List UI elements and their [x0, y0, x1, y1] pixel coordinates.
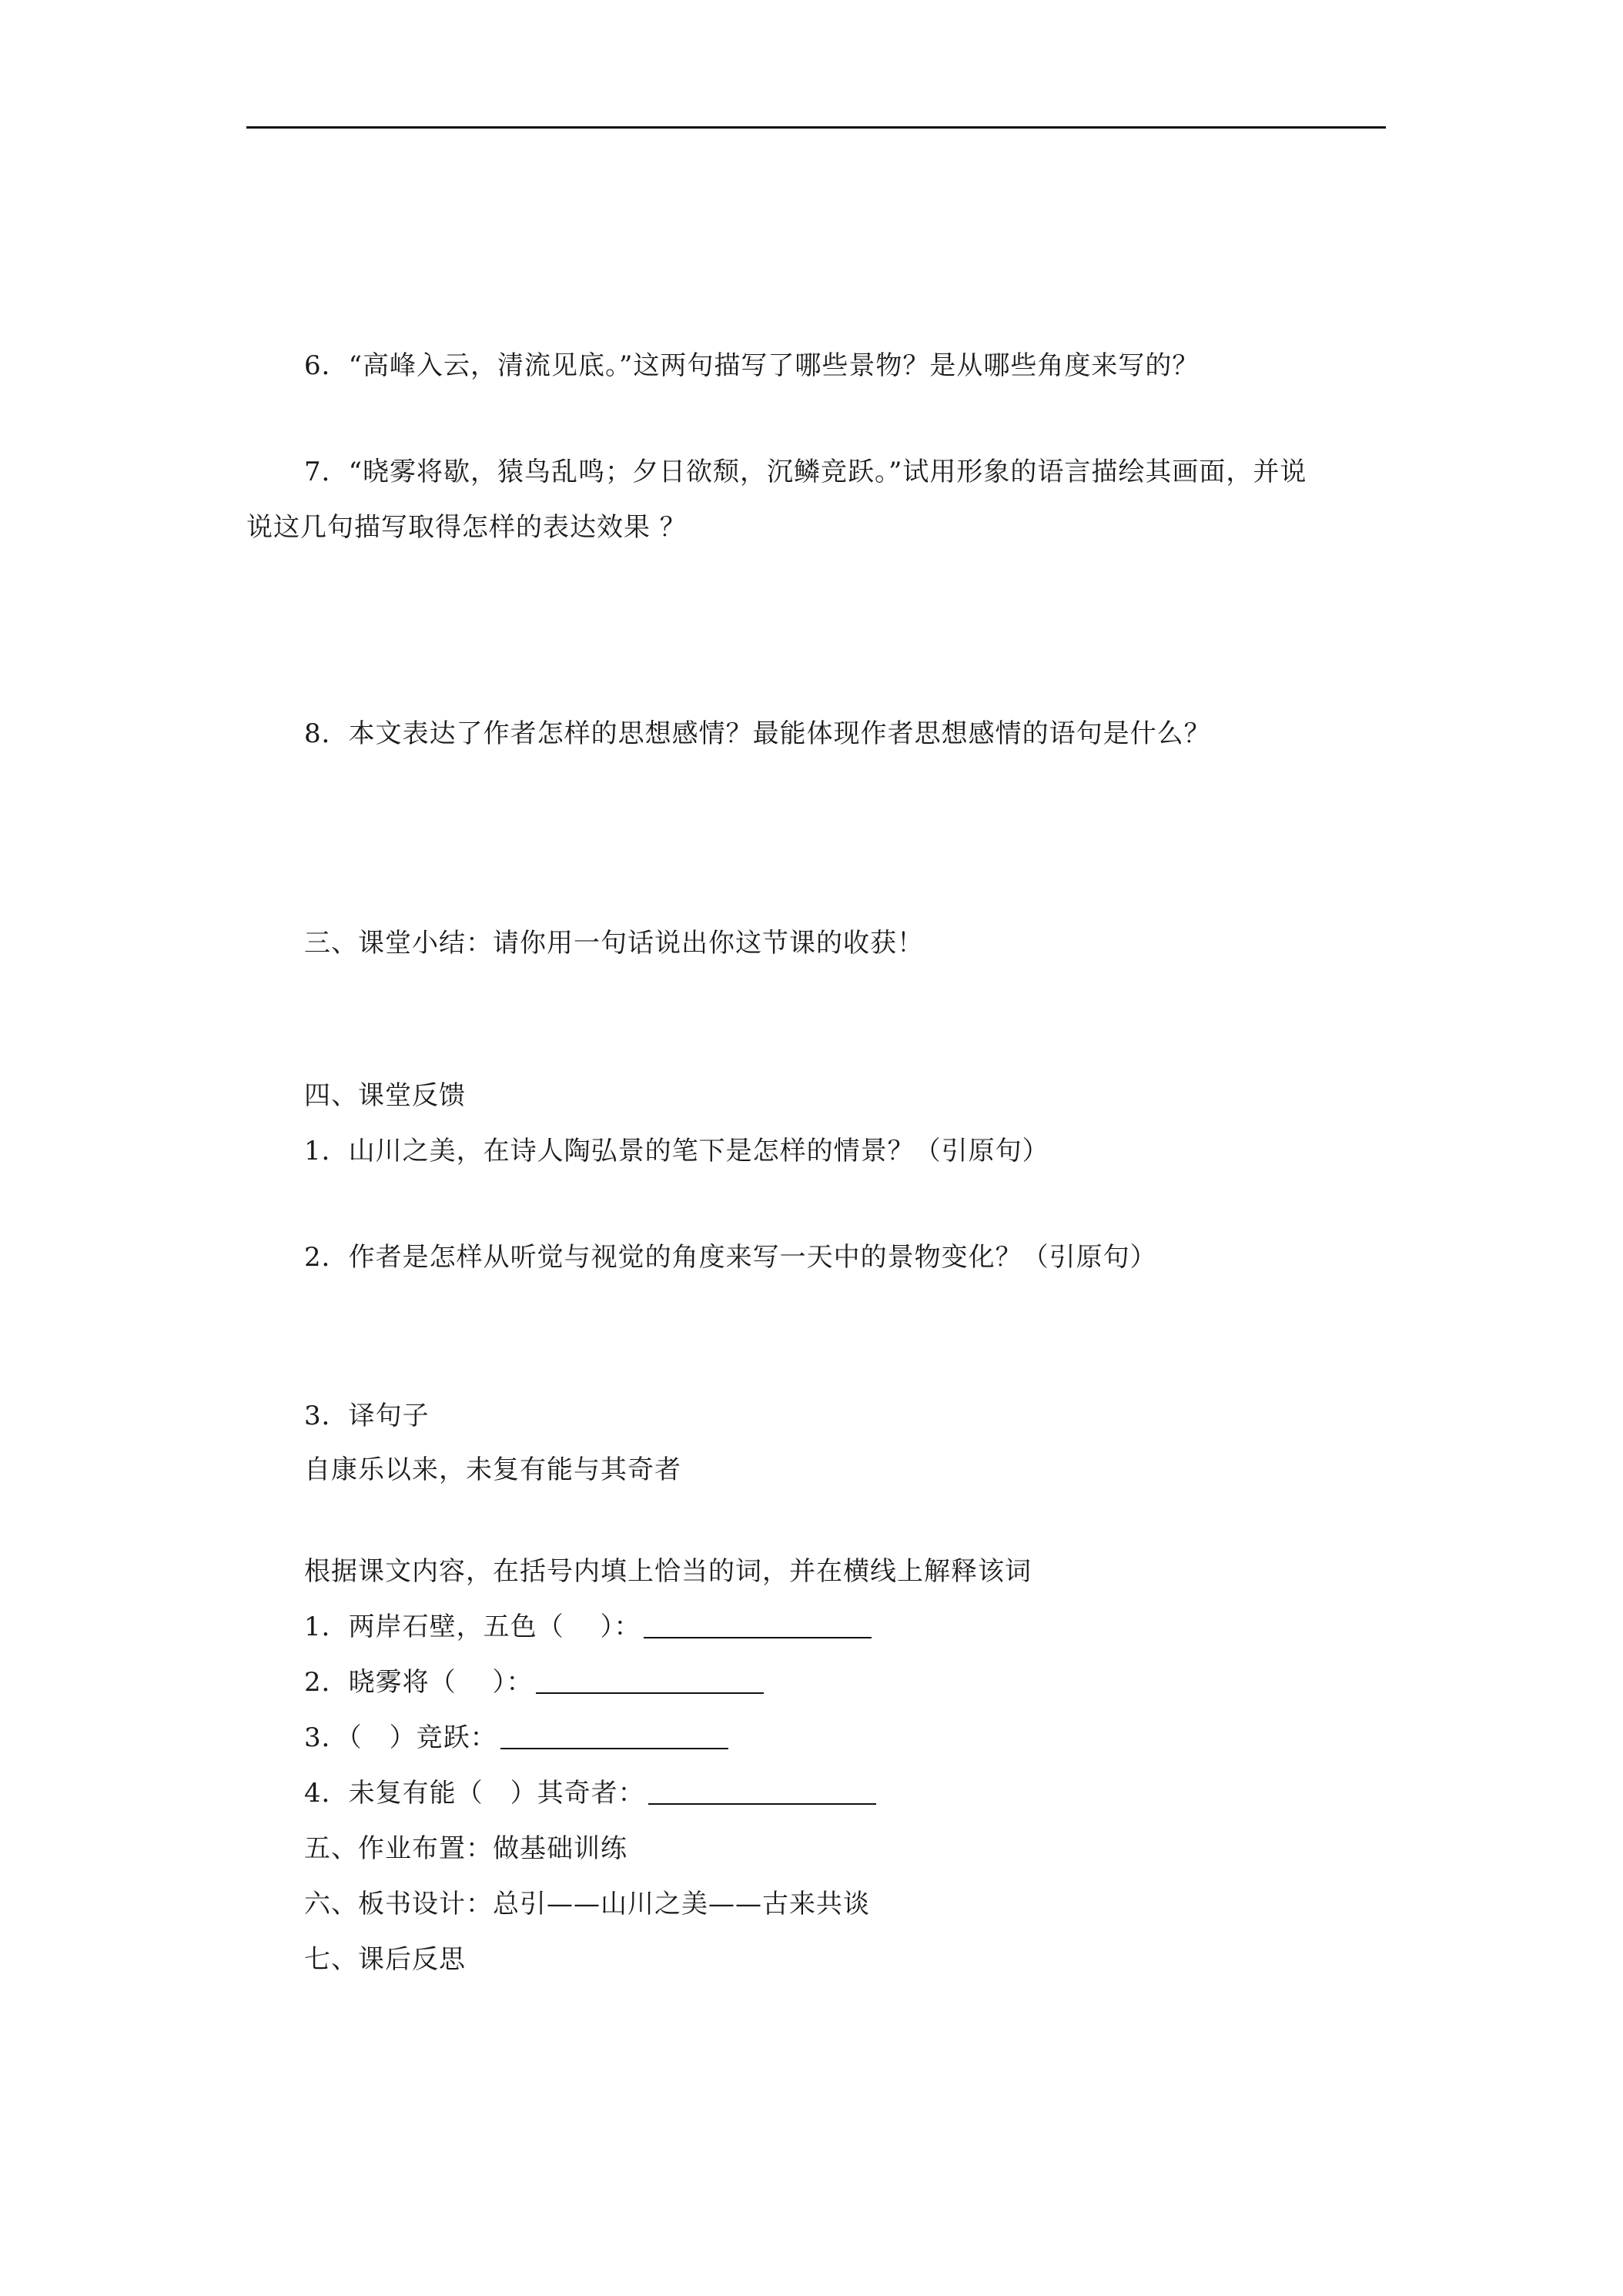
board-design: 六、板书设计：总引——山川之美——古来共谈 — [304, 1889, 870, 1919]
class-summary: 三、课堂小结：请你用一句话说出你这节课的收获！ — [304, 928, 924, 959]
after-class-reflection: 七、课后反思 — [304, 1944, 466, 1975]
feedback-item-2: 2．作者是怎样从听觉与视觉的角度来写一天中的景物变化？（引原句） — [304, 1242, 1157, 1273]
fill-item-2-text: 2．晓雾将（ ）： — [304, 1667, 534, 1698]
fill-item-1 — [304, 1609, 872, 1645]
answer-blank-3[interactable] — [500, 1725, 728, 1749]
fill-item-2 — [304, 1665, 764, 1700]
homework: 五、作业布置：做基础训练 — [304, 1833, 627, 1864]
question-7-line-2: 说这几句描写取得怎样的表达效果 ？ — [246, 512, 687, 543]
fill-item-4-text: 4．未复有能（ ）其奇者： — [304, 1778, 645, 1809]
fill-item-3-text: 3．（ ）竞跃： — [304, 1722, 497, 1753]
answer-blank-4[interactable] — [648, 1780, 876, 1805]
answer-blank-1[interactable] — [644, 1614, 872, 1638]
question-6: 6．“高峰入云，清流见底。”这两句描写了哪些景物？是从哪些角度来写的？ — [304, 350, 1200, 381]
question-7-line-1: 7．“晓雾将歇，猿鸟乱鸣；夕日欲颓，沉鳞竞跃。”试用形象的语言描绘其画面，并说 — [304, 457, 1307, 487]
header-rule — [246, 126, 1386, 129]
feedback-item-3: 3．译句子 — [304, 1401, 430, 1431]
fill-instruction: 根据课文内容，在括号内填上恰当的词，并在横线上解释该词 — [304, 1556, 1032, 1587]
fill-item-4 — [304, 1776, 876, 1811]
translate-sentence: 自康乐以来，未复有能与其奇者 — [304, 1454, 681, 1485]
answer-blank-2[interactable] — [536, 1669, 764, 1694]
feedback-item-1: 1．山川之美，在诗人陶弘景的笔下是怎样的情景？（引原句） — [304, 1136, 1049, 1166]
question-8: 8．本文表达了作者怎样的思想感情？最能体现作者思想感情的语句是什么？ — [304, 718, 1211, 749]
fill-item-3 — [304, 1720, 728, 1755]
fill-item-1-text: 1．两岸石壁，五色（ ）： — [304, 1612, 641, 1642]
feedback-heading: 四、课堂反馈 — [304, 1080, 466, 1111]
